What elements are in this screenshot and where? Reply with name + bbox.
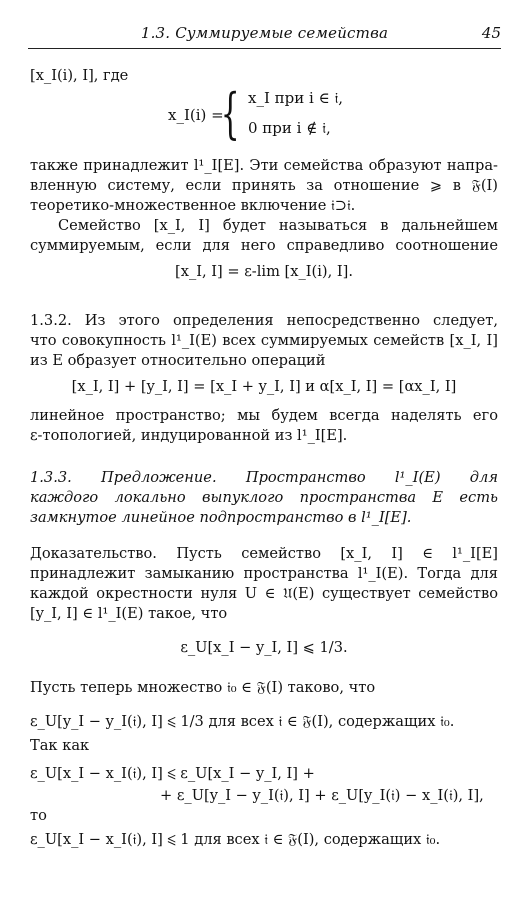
formula-line: ε_U[x_I − x_I(𝔦), I] ⩽ 1 для всех 𝔦 ∈ 𝔉(I), содержащих 𝔦₀. bbox=[30, 831, 441, 848]
text-line: суммируемым, если для него справедливо соотношение bbox=[30, 237, 498, 254]
text-line: линейное пространство; мы будем всегда наделять его bbox=[30, 407, 498, 424]
cases-row-2: 0 при i ∉ 𝔦, bbox=[248, 119, 331, 137]
text-line: Семейство [x_I, I] будет называться в дальнейшем bbox=[58, 217, 498, 234]
text-line: что совокупность l¹_I(E) всех суммируемых семейств [x_I, I] bbox=[30, 332, 498, 349]
cases-lhs: x_I(i) = bbox=[168, 106, 224, 124]
text-line: [x_I(i), I], где bbox=[30, 67, 129, 84]
text-line: то bbox=[30, 807, 47, 824]
formula-line: + ε_U[y_I − y_I(𝔦), I] + ε_U[y_I(𝔦) − x_I(𝔦), I], bbox=[160, 787, 484, 804]
text-line: принадлежит замыканию пространства l¹_I(E). Тогда для bbox=[30, 565, 498, 582]
proposition-line: 1.3.3. Предложение. Пространство l¹_I(E) для bbox=[30, 469, 498, 486]
formula-line: [x_I, I] = ε-lim [x_I(i), I]. bbox=[175, 263, 353, 280]
text-line: каждой окрестности нуля U ∈ 𝔘(E) существует семейство bbox=[30, 585, 498, 602]
text-line: также принадлежит l¹_I[E]. Эти семейства образуют напра- bbox=[30, 157, 498, 174]
text-line: ε-топологией, индуцированной из l¹_I[E]. bbox=[30, 427, 348, 444]
text-line: Так как bbox=[30, 737, 90, 754]
cases-row-1: x_I при i ∈ 𝔦, bbox=[248, 89, 344, 107]
text-line: [y_I, I] ∈ l¹_I(E) такое, что bbox=[30, 605, 228, 622]
formula-line: [x_I, I] + [y_I, I] = [x_I + y_I, I] и α[x_I, I] = [αx_I, I] bbox=[71, 378, 457, 395]
formula-line: ε_U[x_I − x_I(𝔦), I] ⩽ ε_U[x_I − y_I, I] + bbox=[30, 765, 315, 782]
text-line: Пусть теперь множество 𝔦₀ ∈ 𝔉(I) таково, что bbox=[30, 679, 376, 696]
page-number: 45 bbox=[481, 24, 501, 42]
proposition-line: каждого локально выпуклого пространства E есть bbox=[30, 489, 498, 506]
text-line: вленную систему, если принять за отношение ⩾ в 𝔉(I) bbox=[30, 177, 498, 194]
section-1-3-2-line: 1.3.2. Из этого определения непосредственно следует, bbox=[30, 312, 498, 329]
left-brace: { bbox=[220, 82, 240, 145]
formula-line: ε_U[y_I − y_I(𝔦), I] ⩽ 1/3 для всех 𝔦 ∈ 𝔉(I), содержащих 𝔦₀. bbox=[30, 713, 455, 730]
header-title: 1.3. Суммируемые семейства bbox=[140, 24, 389, 42]
formula-line: ε_U[x_I − y_I, I] ⩽ 1/3. bbox=[180, 639, 348, 656]
text-line: из E образует относительно операций bbox=[30, 352, 326, 369]
running-header bbox=[28, 24, 501, 49]
text-line: теоретико-множественное включение 𝔦⊃𝔦. bbox=[30, 197, 356, 214]
proof-line: Доказательство. Пусть семейство [x_I, I] ∈ l¹_I[E] bbox=[30, 545, 498, 562]
proposition-line: замкнутое линейное подпространство в l¹_I[E]. bbox=[30, 509, 412, 526]
